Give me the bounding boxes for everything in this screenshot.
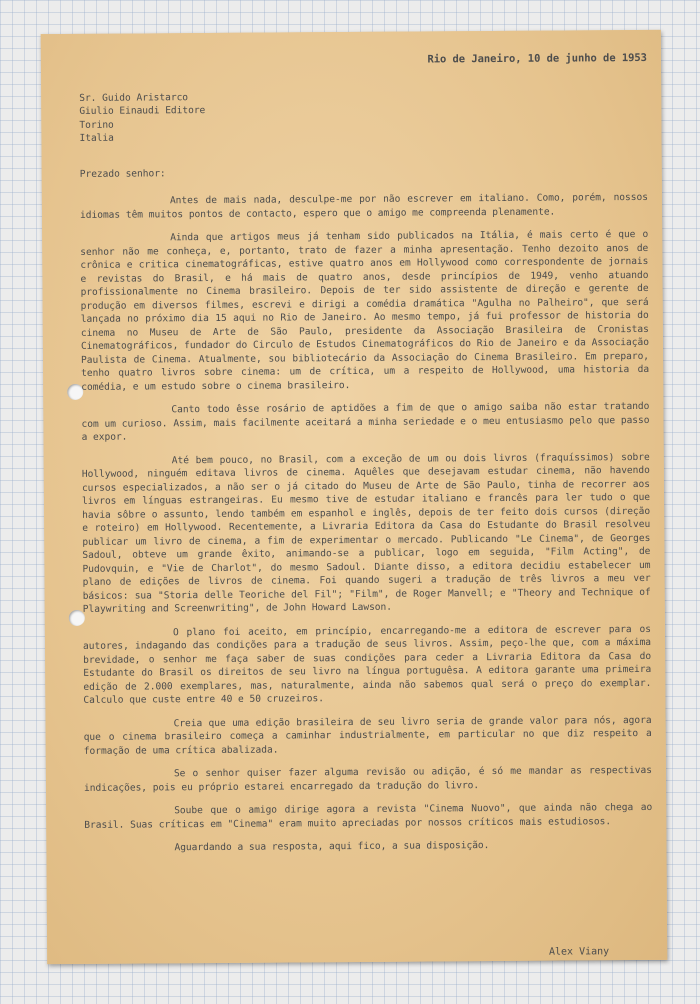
recipient-line: Torino [79,119,114,131]
paragraph: Até bem pouco, no Brasil, com a exceção de um ou dois livros (fraquíssimos) sobre Hollywood, ninguém editava livros de cinema. Aquêles que desejavam estudar cinema, não havendo cursos especializados, a não ser o já citado do Museu de Arte de São Paulo, tinha de recorrer aos livros em línguas estrangeiras. Eu mesmo tive de estudar italiano e francês para ler tudo o que havia sôbre o assunto, lendo também em espanhol e inglês, depois de ter feito dois cursos (direção e roteiro) em Hollywood. Recentemente, a Livraria Editora da Casa do Estudante do Brasil resolveu publicar um livro de cinema, a fim de experimentar o mercado. Publicando "Le Cinema", de Georges Sadoul, obteve um grande êxito, animando-se a publicar, logo em seguida, "Film Acting", de Pudovquin, e "Vie de Charlot", do mesmo Sadoul. Diante disso, a editora decidiu estabelecer um plano de edições de livros de cinema. Foi quando sugeri a tradução de três livros a meu ver básicos: sua "Storia delle Teoriche del Fil"; "Film", de Roger Manvell; e "Theory and Technique of Playwriting and Screenwriting", de John Howard Lawson. [81,451,651,615]
paragraph: O plano foi aceito, em princípio, encarregando-me a editora de escrever para os autores, indagando das condições para a tradução de seus livros. Assim, peço-lhe que, com a máxima brevidade, o senhor me faça saber de suas condições para ceder a Livraria Editora da Casa do Estudante do Brasil os direitos de seu livro na língua portuguêsa. A editora garante uma primeira edição de 2.000 exemplares, mas, naturalmente, ainda não sabemos qual será o preço do exemplar. Calculo que custe entre 40 e 50 cruzeiros. [82,623,652,706]
paragraph: Soube que o amigo dirige agora a revista "Cinema Nuovo", que ainda não chega ao Brasil. Suas críticas em "Cinema" eram muito apreciadas por nossos críticos mais estudiosos. [84,801,653,831]
letter-sheet [41,30,667,964]
paragraph: Antes de mais nada, desculpe-me por não escrever em italiano. Como, porém, nossos idiomas têm muitos pontos de contacto, espero que o amigo me compreenda plenamente. [79,191,648,221]
recipient-address [79,87,647,145]
closing-line: Aguardando a sua resposta, aqui fico, a sua disposição. [174,840,490,854]
paragraph: Se o senhor quiser fazer alguma revisão ou adição, é só me mandar as respectivas indicações, pois eu próprio estarei encarregado da tradução do livro. [83,764,652,794]
paragraph: Ainda que artigos meus já tenham sido publicados na Itália, é mais certo é que o senhor não me conheça, e, portanto, trato de fazer a minha apresentação. Tenho dezoito anos de crônica e critica cinematográficas, estive quatro anos em Hollywood como correspondente de jornais e revistas do Brasil, e há mais de quatro anos, desde princípios de 1949, venho atuando profissionalmente no Cinema brasileiro. Depois de ter sido assistente de direção e gerente de produção em diversos filmes, escrevi e dirigi a comédia dramática "Agulha no Palheiro", que será lançada no próximo dia 15 aqui no Rio de Janeiro. Ao mesmo tempo, já fui professor de historia do cinema no Museu de Arte de São Paulo, presidente da Associação Brasileira de Cronistas Cinematográficos, fundador do Circulo de Estudos Cinematográficos do Rio de Janeiro e da Associação Paulista de Cinema. Atualmente, sou bibliotecário da Associação do Cinema Brasileiro. Em preparo, tenho quatro livros sobre cinema: um de crítica, um a respeito de Hollywood, uma historia da comédia, e um estudo sobre o cinema brasileiro. [80,228,650,393]
salutation: Prezado senhor: [79,167,166,180]
signature: Alex Viany [548,946,610,958]
recipient-line: Sr. Guido Aristarco [79,91,189,104]
paragraph: Canto todo êsse rosário de aptidões a fim de que o amigo saiba não estar tratando com um curioso. Assim, mais facilmente aceitará a minha seriedade e o meu entusiasmo pelo que passo a expor. [81,400,650,443]
recipient-line: Giulio Einaudi Editore [79,105,206,117]
dateline: Rio de Janeiro, 10 de junho de 1953 [427,51,647,66]
recipient-line: Italia [79,132,114,144]
paragraph: Creia que uma edição brasileira de seu livro seria de grande valor para nós, agora que o cinema brasileiro começa a caminhar industrialmente, em particular no que diz respeito a formação de uma crítica abalizada. [83,714,652,757]
letter-body [79,52,653,855]
